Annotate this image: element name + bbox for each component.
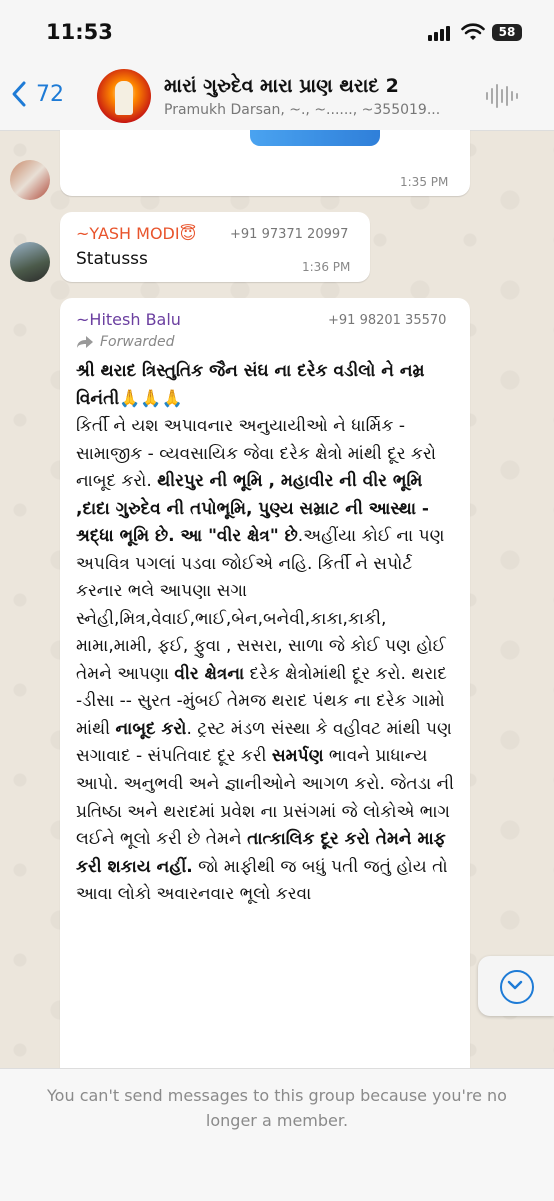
bold-text-segment: સમર્પણ: [271, 746, 324, 767]
footer-bar: [0, 1068, 554, 1201]
battery-icon: 58: [492, 24, 522, 41]
sender-phone: +91 98201 35570: [328, 313, 447, 328]
text-segment: દરેક ક્ષેત્રોમાંથી દૂર કરો. થરાદ -ડીસા -- સુરત -મુંબઈ તેમજ થરાદ પંથક ના દરેક ગામો માંથી: [76, 663, 447, 739]
message-time: 1:36 PM: [302, 260, 351, 274]
forwarded-message[interactable]: [60, 298, 470, 1098]
group-members[interactable]: Pramukh Darsan, ~., ~......, ~355019...: [164, 102, 441, 118]
group-title[interactable]: મારાં ગુરુદેવ મારા પ્રાણ થરાદ 2: [164, 75, 399, 97]
image-message[interactable]: [60, 130, 470, 196]
text-segment: કિર્તી ને યશ અપાવનાર અનુયાયીઓ ને ધાર્મિક - સામાજીક - વ્યવસાયિક જેવા દરેક ક્ષેત્રો માંથી દૂર કરો નાબૂદ કરો.: [76, 416, 436, 492]
group-avatar[interactable]: [97, 69, 151, 123]
image-content: [250, 130, 380, 146]
status-bar: [0, 0, 554, 62]
status-time: 11:53: [46, 20, 113, 44]
message-text: Statusss: [76, 249, 148, 269]
text-segment: સ્નેહી,મિત્ર,વેવાઈ,ભાઈ,બેન,બનેવી,કાકા,કાકી, મામા,મામી, ફઈ, ફુવા , સસરા, સાળા જે કોઈ પણ હોઈ તેમને આપણા: [76, 608, 446, 684]
sender-avatar[interactable]: [10, 242, 50, 282]
back-button[interactable]: [10, 80, 64, 108]
bold-text-segment: તાત્કાલિક દૂર કરો તેમને માફ કરી શકાય નહીં.: [76, 829, 446, 877]
text-segment: ભાવને પ્રાધાન્ય આપો. અનુભવી અને જ્ઞાનીઓને આગળ કરો. જેતડા ની પ્રતિષ્ઠા અને થરાદમાં પ્રવેશ ના પ્રસંગમાં જે લોકોએ ભાગ લઈને ભૂલો કરી છે તેમને: [76, 746, 455, 850]
text-segment: જો માફીથી જ બધું પતી જતું હોય તો આવા લોકો અવારનવાર ભૂલો કરવા: [76, 856, 448, 905]
bold-text-segment: શ્રી થરાદ ત્રિસ્તુતિક જૈન સંઘ ના દરેક વડીલો ને નમ્ર વિનંતી🙏🙏🙏: [76, 361, 425, 409]
text-message[interactable]: [60, 212, 370, 282]
forwarded-label: Forwarded: [76, 334, 175, 350]
text-segment: . ટ્રસ્ટ મંડળ સંસ્થા કે વહીવટ માંથી પણ સગાવાદ - સંપતિવાદ દૂર કરી: [76, 718, 452, 767]
message-time: 1:35 PM: [400, 175, 449, 189]
signal-icon: [428, 26, 450, 41]
chat-header: [0, 62, 554, 131]
back-chevron-icon: [10, 80, 28, 108]
bold-text-segment: નાબૂદ કરો: [115, 718, 187, 739]
scroll-to-bottom-button[interactable]: [478, 956, 554, 1016]
wifi-icon: [461, 22, 485, 42]
sender-name[interactable]: ~YASH MODI😇: [76, 224, 197, 243]
cannot-send-notice: You can't send messages to this group because you're no longer a member.: [47, 1086, 507, 1130]
forward-arrow-icon: [76, 335, 94, 349]
sender-name[interactable]: ~Hitesh Balu: [76, 310, 181, 329]
message-text: [76, 358, 458, 909]
text-segment: .અહીંયા કોઈ ના પણ અપવિત્ર પગલાં પડવા જોઈએ નહિ. કિર્તી ને સપોર્ટ કરનાર ભલે આપણા સગા: [76, 526, 445, 602]
sender-avatar[interactable]: [10, 160, 50, 200]
bold-text-segment: વીર ક્ષેત્રના: [174, 663, 245, 684]
sender-phone: +91 97371 20997: [230, 227, 349, 242]
audio-wave-icon[interactable]: [486, 84, 518, 108]
unread-count: 72: [36, 81, 64, 107]
scroll-down-icon: [500, 970, 534, 1004]
bold-text-segment: થીરપુર ની ભૂમિ , મહાવીર ની વીર ભૂમિ ,દાદા ગુરુદેવ ની તપોભૂમિ, પુણ્ય સમ્રાટ ની આસ્થા - શ્રદ્ધા ભૂમિ છે. આ "વીર ક્ષેત્ર" છે: [76, 471, 429, 547]
